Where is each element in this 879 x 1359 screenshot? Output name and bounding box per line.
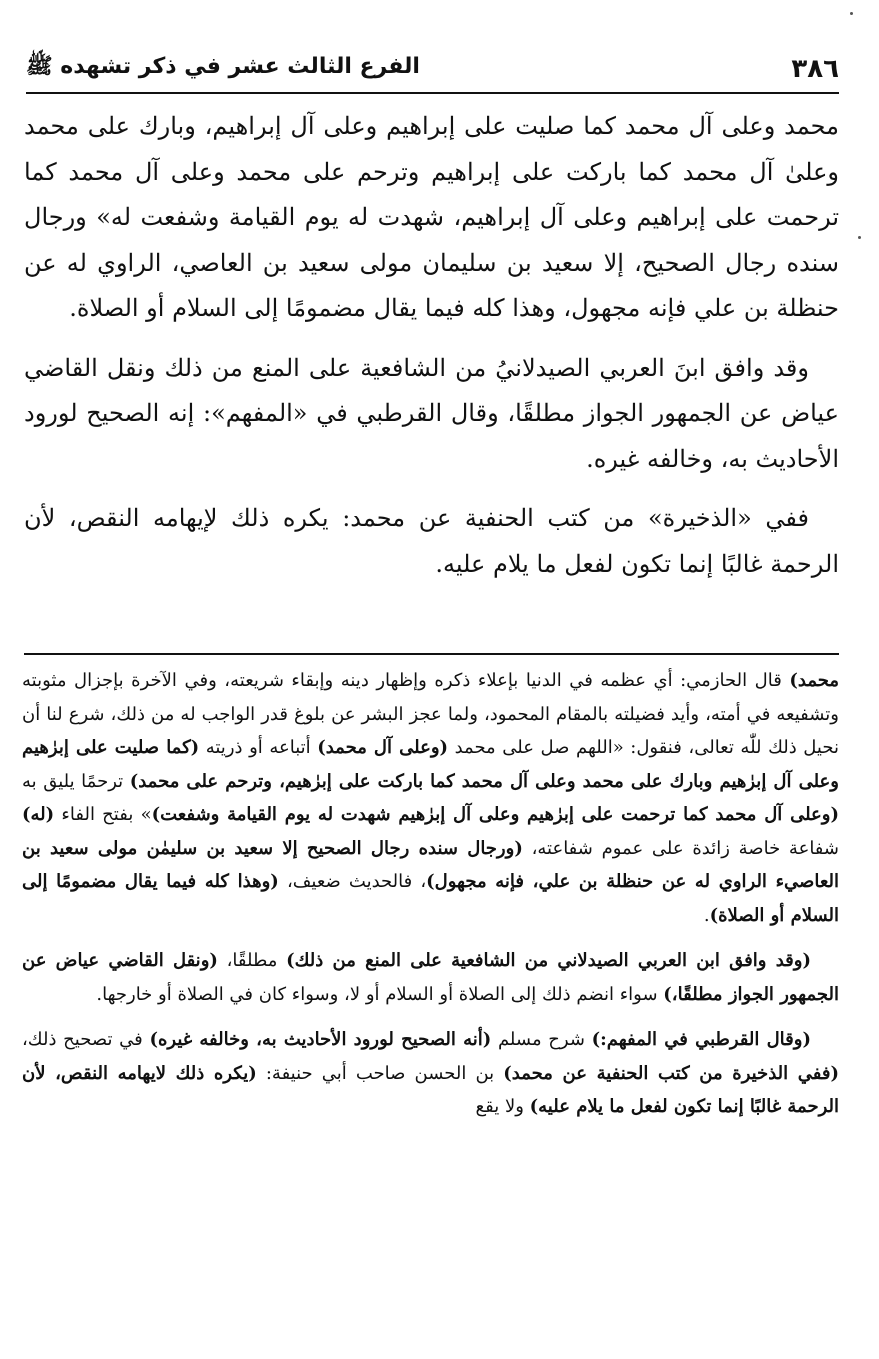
quoted-matn-text: محمد) xyxy=(789,670,839,691)
page-number: ٣٨٦ xyxy=(791,54,839,84)
quoted-matn-text: (وقد وافق ابن العربي الصيدلاني من الشافعية على المنع من ذلك) xyxy=(286,950,811,971)
quoted-matn-text: (يكره ذلك لايهامه النقص، لأن الرحمة غالبًا إنما تكون لفعل ما يلام عليه) xyxy=(22,1062,839,1117)
commentary-text: شفاعة خاصة زائدة على عموم شفاعته، xyxy=(522,837,839,859)
commentary-paragraph xyxy=(22,664,839,932)
commentary-text: قال الحازمي: أي عظمه في الدنيا بإعلاء ذكره وإظهار دينه وإبقاء شريعته، وفي الآخرة بإجزال مثوبته وتشفيعه في أمته، وأيد فضيلته بالمقام المحمود، ولما عجز البشر عن بلوغ قدر الواجب له من ذلك، شرع لنا أن نحيل ذلك للّٰه تعالى، فنقول: «اللهم صل على محمد xyxy=(22,670,839,758)
quoted-matn-text: (أنه الصحيح لورود الأحاديث به، وخالفه غيره) xyxy=(149,1029,492,1050)
quoted-matn-text: (كما صليت على إبرٰهيم وعلى آل إبرٰهيم وبارك على محمد وعلى آل محمد كما باركت على إبرٰهيم، وترحم على محمد) xyxy=(22,737,839,792)
commentary-text: ، فالحديث ضعيف، xyxy=(278,871,427,892)
page-header xyxy=(26,44,839,84)
main-text xyxy=(24,104,839,601)
quoted-matn-text: (ففي الذخيرة من كتب الحنفية عن محمد) xyxy=(503,1062,839,1084)
commentary-section xyxy=(22,664,839,1136)
quoted-matn-text: (وعلى آل محمد) xyxy=(317,737,449,758)
commentary-text: بن الحسن صاحب أبي حنيفة: xyxy=(256,1062,504,1084)
commentary-text: . xyxy=(703,904,710,926)
main-paragraph: وقد وافق ابنَ العربي الصيدلانيُ من الشافعية على المنع من ذلك ونقل القاضي عياض عن الجمهور الجواز مطلقًا، وقال القرطبي في «المفهم»: إنه الصحيح لورود الأحاديث به، وخالفه غيره. xyxy=(24,353,839,473)
commentary-text: ولا يقع xyxy=(475,1096,530,1117)
running-title: الفرع الثالث عشر في ذكر تشهده ﷺ xyxy=(26,54,420,79)
main-paragraph: محمد وعلى آل محمد كما صليت على إبراهيم وعلى آل إبراهيم، وبارك على محمد وعلىٰ آل محمد كما باركت على إبراهيم وترحم على محمد وعلى آل محمد كما ترحمت على إبراهيم وعلى آل إبراهيم، شهدت له يوم القيامة وشفعت له» ورجال سنده رجال الصحيح، إلا سعيد بن سليمان مولى سعيد بن العاصي، الراوي له عن حنظلة بن علي فإنه مجهول، وهذا كله فيما يقال مضمومًا إلى السلام أو الصلاة. xyxy=(24,112,839,322)
commentary-text: أتباعه أو ذريته xyxy=(199,737,318,758)
footnote-divider xyxy=(24,653,839,655)
commentary-text: ترحمًا يليق به xyxy=(22,770,130,792)
commentary-text: شرح مسلم xyxy=(491,1029,592,1050)
quoted-matn-text: (ونقل القاضي عياض عن الجمهور الجواز مطلقًا،) xyxy=(22,950,839,1005)
quoted-matn-text: (وهذا كله فيما يقال مضمومًا إلى السلام أو الصلاة) xyxy=(22,871,839,926)
quoted-matn-text: (وعلى آل محمد كما ترحمت على إبرٰهيم وعلى آل إبرٰهيم شهدت له يوم القيامة وشفعت) xyxy=(151,804,839,825)
commentary-text: مطلقًا، xyxy=(217,950,287,971)
scan-speck xyxy=(850,12,853,15)
quoted-matn-text: (وقال القرطبي في المفهم:) xyxy=(591,1029,811,1050)
commentary-text: سواء انضم ذلك إلى الصلاة أو السلام أو لا، وسواء كان في الصلاة أو خارجها. xyxy=(96,983,664,1005)
commentary-text: » بفتح الفاء xyxy=(54,804,152,825)
scan-speck xyxy=(858,236,861,239)
quoted-matn-text: (ورجال سنده رجال الصحيح إلا سعيد بن سليمٰن مولى سعيد بن العاصيء الراوي له عن حنظلة بن علي، فإنه مجهول) xyxy=(22,837,839,892)
main-paragraph: ففي «الذخيرة» من كتب الحنفية عن محمد: يكره ذلك لإيهامه النقص، لأن الرحمة غالبًا إنما تكون لفعل ما يلام عليه. xyxy=(24,504,839,578)
quoted-matn-text: (له) xyxy=(22,804,55,825)
commentary-paragraph xyxy=(22,1023,839,1124)
commentary-text: في تصحيح ذلك، xyxy=(22,1029,150,1050)
header-divider xyxy=(26,92,839,94)
commentary-paragraph xyxy=(22,944,839,1011)
